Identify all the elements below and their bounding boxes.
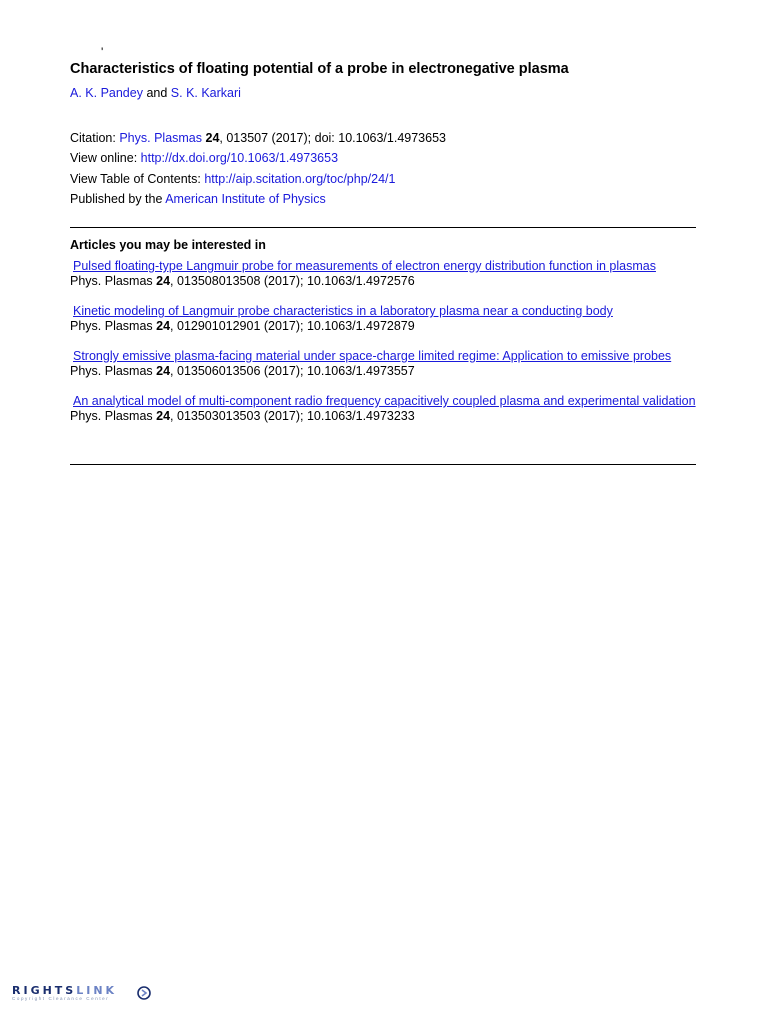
related-article-title-link[interactable]: Strongly emissive plasma-facing material under space-charge limited regime: Application to emissive probes [73,349,672,363]
publisher-link[interactable]: American Institute of Physics [165,192,326,206]
published-label: Published by the [70,192,166,206]
bottom-divider [70,464,696,465]
logo-main-text: RIGHTS [12,984,77,997]
citation-journal: Phys. Plasmas [70,273,157,288]
citation-journal: Phys. Plasmas [70,363,157,378]
top-divider [70,227,696,228]
citation-line [70,131,446,145]
citation-label: Citation: [70,131,120,145]
author-joiner: and [142,86,171,100]
citation-rest: , 013507 (2017); doi: 10.1063/1.4973653 [219,131,446,145]
related-article-citation [70,409,696,424]
logo-light-text: LINK [76,984,118,997]
related-article-title-link[interactable]: An analytical model of multi-component radio frequency capacitively coupled plasma and experimental validation [73,394,696,408]
related-article [70,395,696,424]
published-line [70,192,326,206]
related-article-citation [70,319,696,334]
toc-label: View Table of Contents: [70,172,205,186]
citation-details: , 012901012901 (2017); 10.1063/1.4972879 [170,318,415,333]
citation-details: , 013508013508 (2017); 10.1063/1.4972576 [170,273,415,288]
logo-tagline: Copyright Clearance Center [12,996,110,1001]
related-articles-heading: Articles you may be interested in [70,238,266,252]
citation-volume: 24 [156,318,171,333]
related-article-title-link[interactable]: Kinetic modeling of Langmuir probe characteristics in a laboratory plasma near a conducting body [73,304,613,318]
related-article-title-link[interactable]: Pulsed floating-type Langmuir probe for measurements of electron energy distribution function in plasmas [73,259,656,273]
related-article-citation [70,364,696,379]
citation-volume: 24 [156,273,171,288]
author-list [70,86,241,100]
rightslink-arrow-icon [136,985,152,1001]
citation-journal-link[interactable]: Phys. Plasmas [119,131,203,145]
related-article [70,350,696,379]
toc-link[interactable]: http://aip.scitation.org/toc/php/24/1 [204,172,396,186]
rightslink-logo [12,985,157,1007]
citation-volume: 24 [156,363,171,378]
citation-journal: Phys. Plasmas [70,318,157,333]
citation-volume: 24 [205,131,220,145]
related-article [70,260,696,289]
author-link-karkari[interactable]: S. K. Karkari [170,86,241,100]
citation-volume: 24 [156,408,171,423]
related-article [70,305,696,334]
toc-line [70,172,395,186]
author-link-pandey[interactable]: A. K. Pandey [70,86,143,100]
view-online-link[interactable]: http://dx.doi.org/10.1063/1.4973653 [140,151,339,165]
citation-journal: Phys. Plasmas [70,408,157,423]
view-online-label: View online: [70,151,141,165]
citation-details: , 013503013503 (2017); 10.1063/1.4973233 [170,408,415,423]
view-online-line [70,151,338,165]
related-article-citation [70,274,696,289]
header-tick-mark: ' [101,45,104,59]
article-title: Characteristics of floating potential of a probe in electronegative plasma [70,61,569,77]
citation-details: , 013506013506 (2017); 10.1063/1.4973557 [170,363,415,378]
